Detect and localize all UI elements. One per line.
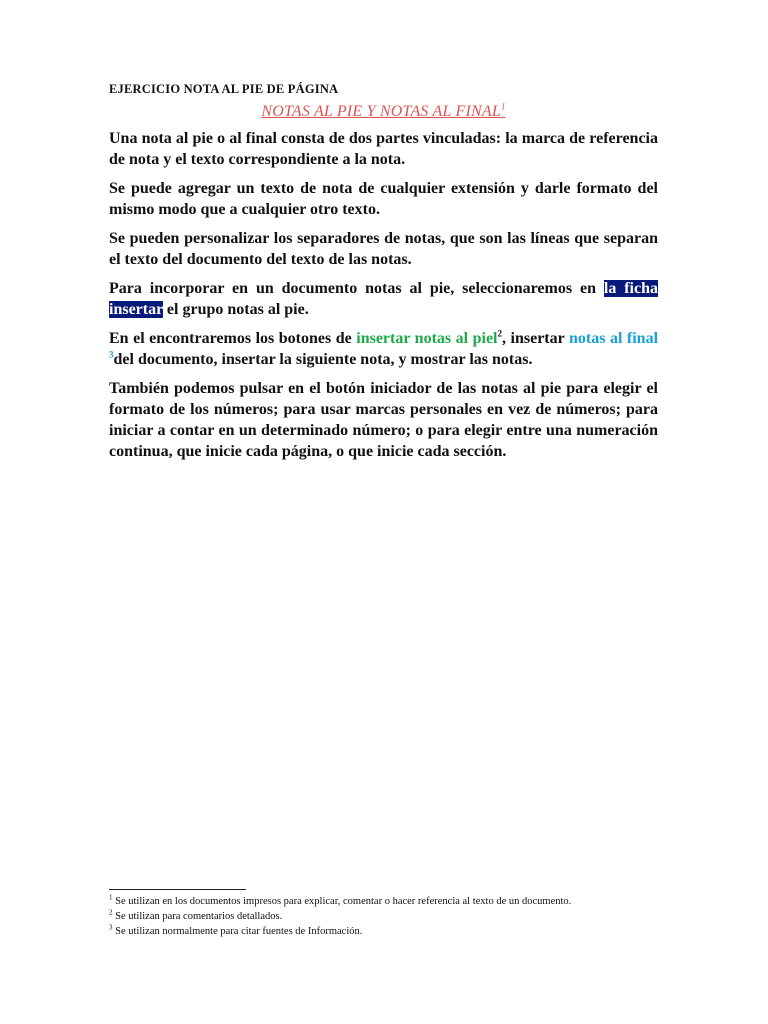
footnote-number: 2 xyxy=(109,908,113,917)
paragraph-5-after: del documento, insertar la siguiente nota, y mostrar las notas. xyxy=(113,351,533,368)
footnote-number: 3 xyxy=(109,923,113,932)
paragraph-4-after: el grupo notas al pie. xyxy=(162,301,309,318)
paragraph-5-before: En el encontraremos los botones de xyxy=(109,330,357,347)
paragraph-5-middle: , insertar xyxy=(502,330,569,347)
footnote-number: 1 xyxy=(109,893,113,902)
paragraph-4 xyxy=(109,278,658,320)
paragraph-1: Una nota al pie o al final consta de dos partes vinculadas: la marca de referencia de nota y el texto correspondiente a la nota. xyxy=(109,130,658,168)
footnote-1 xyxy=(109,894,658,909)
footnote-separator xyxy=(109,889,246,890)
footnote-text: Se utilizan normalmente para citar fuentes de Información. xyxy=(112,926,363,937)
footnote-ref-1[interactable]: 1 xyxy=(500,101,506,112)
footnote-text: Se utilizan en los documentos impresos para explicar, comentar o hacer referencia al texto de un documento. xyxy=(112,896,572,907)
document-page xyxy=(109,80,658,470)
footnote-text: Se utilizan para comentarios detallados. xyxy=(112,911,283,922)
footnote-3 xyxy=(109,924,658,939)
selected-text[interactable]: la ficha insertar xyxy=(109,280,658,318)
green-text: insertar notas al piel xyxy=(356,330,498,347)
footnotes-section xyxy=(109,889,658,939)
paragraph-5 xyxy=(109,328,658,370)
footnote-ref-3[interactable]: 3 xyxy=(109,349,114,360)
paragraph-4-before: Para incorporar en un documento notas al pie, seleccionaremos en xyxy=(109,280,604,297)
exercise-title: EJERCICIO NOTA AL PIE DE PÁGINA xyxy=(109,82,339,96)
footnote-ref-2[interactable]: 2 xyxy=(497,328,503,339)
paragraph-3: Se pueden personalizar los separadores de notas, que son las líneas que separan el texto del documento del texto de las notas. xyxy=(109,230,658,268)
paragraph-2: Se puede agregar un texto de nota de cualquier extensión y darle formato del mismo modo que a cualquier otro texto. xyxy=(109,180,658,218)
paragraph-6: También podemos pulsar en el botón iniciador de las notas al pie para elegir el formato de los números; para usar marcas personales en vez de números; para iniciar a contar en un determinado número; o para elegir entre una numeración continua, que inicie cada página, o que inicie cada sección. xyxy=(109,380,658,460)
blue-text: notas al final xyxy=(568,330,659,347)
footnote-2 xyxy=(109,909,658,924)
document-title xyxy=(109,102,658,122)
document-title-text: NOTAS AL PIE Y NOTAS AL FINAL xyxy=(261,103,501,120)
